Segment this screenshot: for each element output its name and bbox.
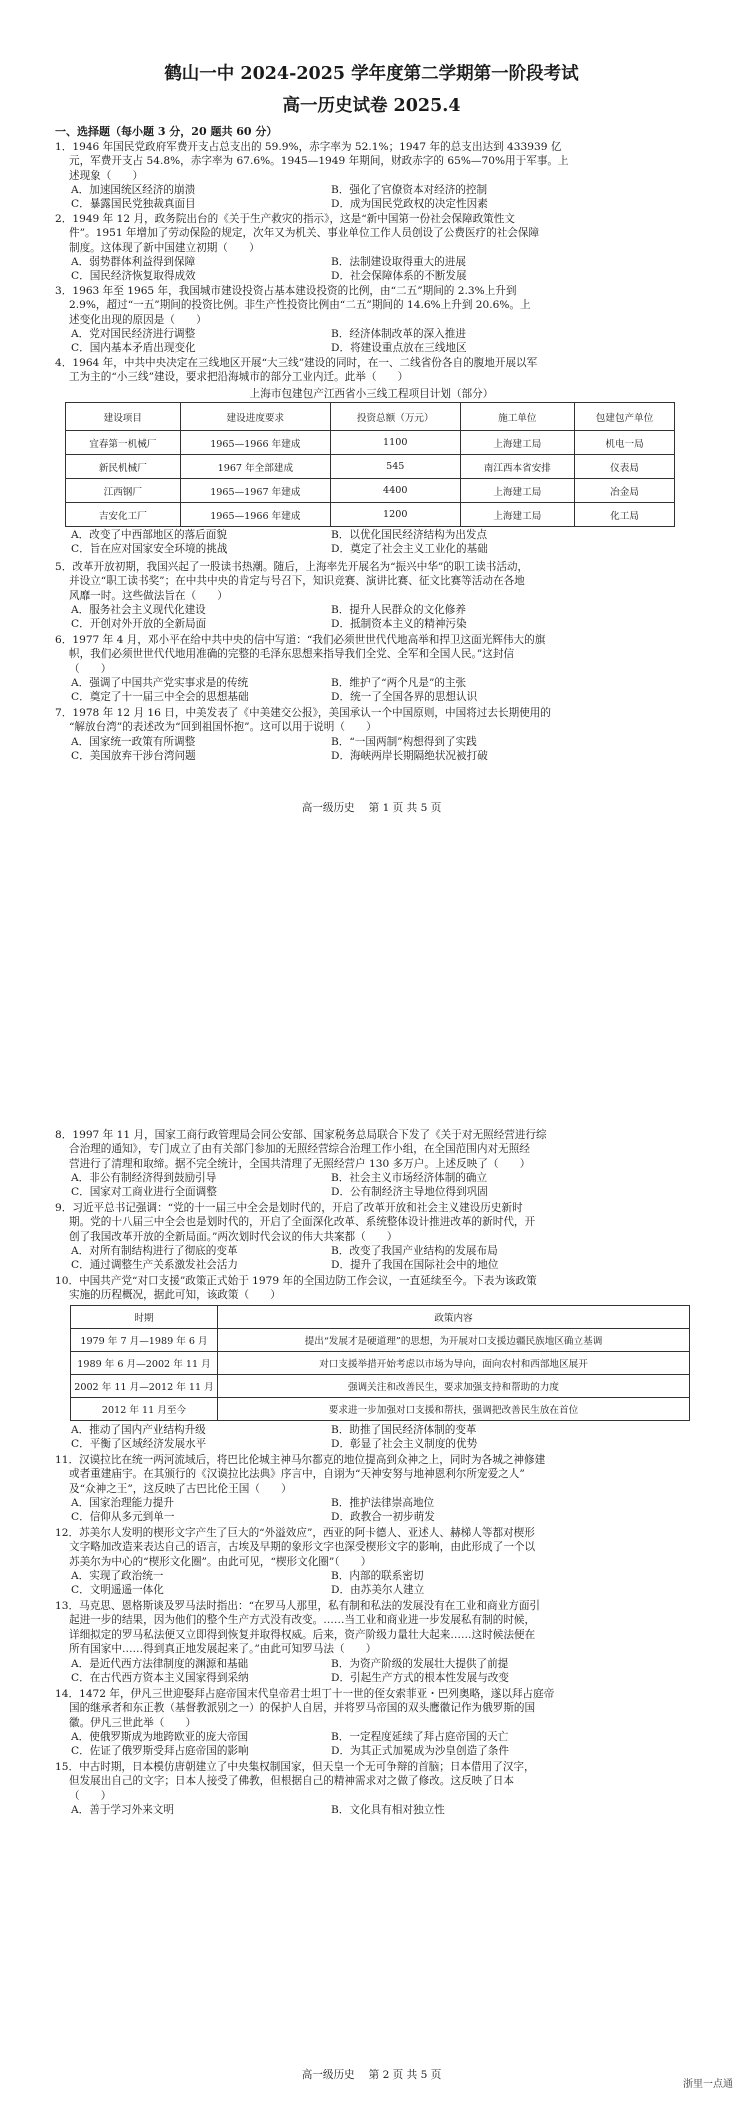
table-header: 建设进度要求 bbox=[180, 403, 330, 431]
option-d: D．统一了全国各界的思想认识 bbox=[331, 691, 478, 704]
option-a: A．使俄罗斯成为地跨欧亚的庞大帝国 bbox=[71, 1731, 249, 1743]
option-b: B．以优化国民经济结构为出发点 bbox=[331, 529, 488, 541]
question-5-options bbox=[71, 603, 691, 632]
option-d: D．由苏美尔人建立 bbox=[331, 1584, 425, 1597]
table-caption: 上海市包建包产江西省小三线工程项目计划（部分） bbox=[249, 388, 494, 400]
question-9: 9．习近平总书记强调：“党的十一届三中全会是划时代的，开启了改革开放和社会主义建设历史新时 期。党的十八届三中全会也是划时代的，开启了全面深化改革、系统整体设计推进改革的新时代，开 创了我国改革开放的全新局面。”两次划时代会议的伟大共案都（ ） bbox=[55, 1202, 536, 1243]
question-7: 7．1978 年 12 月 16 日，中美发表了《中美建交公报》，美国承认一个中国原则，中国将过去长期使用的 “解放台湾”的表述改为“回到祖国怀抱”。这可以用于说明（ ） bbox=[55, 707, 551, 734]
option-c: C．美国放弃干涉台湾问题 bbox=[71, 750, 196, 763]
question-4-options bbox=[71, 528, 691, 557]
option-a: A．是近代西方法律制度的渊源和基础 bbox=[71, 1658, 249, 1670]
option-d: D．奠定了社会主义工业化的基础 bbox=[331, 543, 488, 556]
question-11-options bbox=[71, 1496, 691, 1525]
question-7-options bbox=[71, 735, 691, 764]
question-12-options bbox=[71, 1569, 691, 1598]
option-b: B．经济体制改革的深入推进 bbox=[331, 328, 466, 340]
table-row: 2012 年 11 月至今 要求进一步加强对口支援和帮扶，强调把改善民生放在首位 bbox=[71, 1398, 690, 1421]
question-5: 5．改革开放初期，我国兴起了一股读书热潮。随后，上海率先开展名为“振兴中华”的职工读书活动， 并设立“职工读书奖”；在中共中央的肯定与号召下，知识竞赛、演讲比赛、征文比赛等活动在各地 风靡一时。这些做法旨在（ ） bbox=[55, 561, 529, 602]
project-table bbox=[65, 402, 675, 527]
option-b: B．为资产阶级的发展壮大提供了前提 bbox=[331, 1658, 509, 1670]
option-c: C．暴露国民党独裁真面目 bbox=[71, 198, 196, 211]
option-a: A．服务社会主义现代化建设 bbox=[71, 604, 206, 616]
option-a: A．推动了国内产业结构升级 bbox=[71, 1424, 206, 1436]
option-b: B．推护法律崇高地位 bbox=[331, 1497, 435, 1509]
question-14: 14．1472 年，伊凡三世迎娶拜占庭帝国末代皇帝君士坦丁十一世的侄女索菲亚・巴列奥略，遂以拜占庭帝 国的继承者和东正教（基督教派别之一）的保护人自居，并将罗马帝国的双头鹰徽记作为俄罗斯的国 徽。伊凡三世此举（ ） bbox=[55, 1688, 555, 1729]
option-b: B．社会主义市场经济体制的确立 bbox=[331, 1172, 488, 1184]
option-d: D．抵制资本主义的精神污染 bbox=[331, 618, 467, 631]
option-b: B．“一国两制”构想得到了实践 bbox=[331, 736, 477, 748]
exam-subtitle: 高一历史试卷 2025.4 bbox=[282, 96, 461, 116]
option-c: C．国民经济恢复取得成效 bbox=[71, 270, 196, 283]
option-d: D．社会保障体系的不断发展 bbox=[331, 270, 467, 283]
table-header: 包建包产单位 bbox=[575, 403, 675, 431]
question-15: 15．中古时期，日本模仿唐朝建立了中央集权制国家，但天皇一个无可争辩的首脑；日本借用了汉字， 但发展出自己的文字；日本人接受了佛教，但根据自己的精神需求对之做了修改。这反映了日本 （ ） bbox=[55, 1761, 535, 1802]
option-b: B．强化了官僚资本对经济的控制 bbox=[331, 184, 488, 196]
table-row: 吉安化工厂 1965—1966 年建成 1200 上海建工局 化工局 bbox=[66, 503, 675, 527]
question-13-options bbox=[71, 1657, 691, 1686]
table-row: 1989 年 6 月—2002 年 11 月 对口支援举措开始考虑以市场为导向，面向农村和西部地区展开 bbox=[71, 1352, 690, 1375]
option-b: B．内部的联系密切 bbox=[331, 1570, 424, 1582]
table-row: 新民机械厂 1967 年全部建成 545 南江西本省安排 仪表局 bbox=[66, 455, 675, 479]
option-a: A．国家统一政策有所调整 bbox=[71, 736, 196, 748]
option-d: D．海峡两岸长期隔绝状况被打破 bbox=[331, 750, 488, 763]
question-14-options bbox=[71, 1730, 691, 1759]
table-header: 时期 bbox=[71, 1306, 218, 1329]
option-d: D．提升了我国在国际社会中的地位 bbox=[331, 1259, 499, 1272]
table-header-row bbox=[66, 403, 675, 431]
option-c: C．信仰从多元到单一 bbox=[71, 1511, 175, 1524]
option-d: D．引起生产方式的根本性发展与改变 bbox=[331, 1672, 509, 1685]
table-row: 2002 年 11 月—2012 年 11 月 强调关注和改善民生，要求加强支持和帮助的力度 bbox=[71, 1375, 690, 1398]
option-b: B．提升人民群众的文化修养 bbox=[331, 604, 466, 616]
question-10: 10．中国共产党“对口支援”政策正式始于 1979 年的全国边防工作会议，一直延续至今。下表为该政策 实施的历程概况，据此可知，该政策（ ） bbox=[55, 1275, 537, 1302]
option-c: C．佐证了俄罗斯受拜占庭帝国的影响 bbox=[71, 1745, 249, 1758]
option-d: D．政教合一初步萌发 bbox=[331, 1511, 435, 1524]
option-b: B．法制建设取得重大的进展 bbox=[331, 256, 466, 268]
option-a: A．对所有制结构进行了彻底的变革 bbox=[71, 1245, 238, 1257]
option-d: D．为其正式加冕成为沙皇创造了条件 bbox=[331, 1745, 509, 1758]
option-b: B．一定程度延续了拜占庭帝国的天亡 bbox=[331, 1731, 509, 1743]
question-8-options bbox=[71, 1171, 691, 1200]
option-c: C．通过调整生产关系激发社会活力 bbox=[71, 1259, 239, 1272]
option-a: A．弱势群体利益得到保障 bbox=[71, 256, 196, 268]
section-heading: 一、选择题（每小题 3 分，20 题共 60 分） bbox=[55, 125, 278, 138]
question-12: 12．苏美尔人发明的楔形文字产生了巨大的“外溢效应”，西亚的阿卡德人、亚述人、赫梯人等都对楔形 文字略加改造来表达自己的语言，古埃及早期的象形文字也深受楔形文字的影响，由此形成了一个以 苏美尔为中心的“楔形文化圈”。由此可见，“楔形文化圈”（ ） bbox=[55, 1527, 536, 1568]
exam-title: 鹤山一中 2024-2025 学年度第二学期第一阶段考试 bbox=[164, 64, 579, 84]
option-d: D．成为国民党政权的决定性因素 bbox=[331, 198, 488, 211]
option-d: D．将建设重点放在三线地区 bbox=[331, 342, 467, 355]
table-row: 1979 年 7 月—1989 年 6 月 提出“发展才是硬道理”的思想，为开展对口支援边疆民族地区确立基调 bbox=[71, 1329, 690, 1352]
question-1: 1．1946 年国民党政府军费开支占总支出的 59.9%，赤字率为 52.1%；1947 年的总支出达到 433939 亿 元，军费开支占 54.8%，赤字率为 67.6%。1945—1949 年期间，财政赤字的 65%—70%用于军事。上 述现象（ ） bbox=[55, 141, 569, 182]
question-6: 6．1977 年 4 月，邓小平在给中共中央的信中写道：“我们必须世世代代地高举和捍卫这面光辉伟大的旗 帜，我们必须世世代代地用准确的完整的毛泽东思想来指导我们全党、全军和全国人民。”这封信 （ ） bbox=[55, 634, 546, 675]
option-d: D．彰显了社会主义制度的优势 bbox=[331, 1438, 478, 1451]
option-a: A．党对国民经济进行调整 bbox=[71, 328, 196, 340]
option-c: C．旨在应对国家安全环境的挑战 bbox=[71, 543, 228, 556]
question-2: 2．1949 年 12 月，政务院出台的《关于生产救灾的指示》，这是“新中国第一份社会保障政策性文 件”。1951 年增加了劳动保险的规定，次年又为机关、事业单位工作人员创设了公费医疗的社会保障 制度。这体现了新中国建立初期（ ） bbox=[55, 213, 540, 254]
question-15-options bbox=[71, 1803, 691, 1817]
option-a: A．国家治理能力提升 bbox=[71, 1497, 174, 1509]
option-a: A．善于学习外来文明 bbox=[71, 1804, 174, 1816]
option-b: B．助推了国民经济体制的变革 bbox=[331, 1424, 477, 1436]
table-header: 政策内容 bbox=[218, 1306, 690, 1329]
page-footer: 高一级历史 第 1 页 共 5 页 bbox=[301, 802, 442, 814]
question-8: 8．1997 年 11 月，国家工商行政管理局会同公安部、国家税务总局联合下发了《关于对无照经营进行综 合治理的通知》，专门成立了由有关部门参加的无照经营综合治理工作小组，在全国范围内对无照经 营进行了清理和取缔。据不完全统计，全国共清理了无照经营户 130 多万户。上述反映了（ ） bbox=[55, 1129, 547, 1170]
option-a: A．实现了政治统一 bbox=[71, 1570, 164, 1582]
page-footer: 高一级历史 第 2 页 共 5 页 bbox=[301, 2069, 442, 2081]
exam-page-1 bbox=[0, 0, 743, 1045]
watermark-text: 浙里一点通 bbox=[683, 2079, 733, 2090]
question-1-options bbox=[71, 183, 691, 212]
option-b: B．文化具有相对独立性 bbox=[331, 1804, 445, 1816]
question-11: 11．汉谟拉比在统一两河流域后，将巴比伦城主神马尔都克的地位提高到众神之上，同时为各城之神修建 或者重建庙宇。在其颁行的《汉谟拉比法典》序言中，自诩为“天神安努与地神恩利尔所宠爱之人” 及“众神之王”，这反映了古巴比伦王国（ ） bbox=[55, 1454, 546, 1495]
exam-page-2 bbox=[0, 1045, 743, 2104]
question-6-options bbox=[71, 676, 691, 705]
option-c: C．开创对外开放的全新局面 bbox=[71, 618, 207, 631]
policy-table bbox=[70, 1305, 690, 1421]
option-c: C．平衡了区域经济发展水平 bbox=[71, 1438, 207, 1451]
question-4: 4．1964 年，中共中央决定在三线地区开展“大三线”建设的同时，在一、二线省份各自的腹地开展以军 工为主的“小三线”建设，要求把沿海城市的部分工业内迁。此举（ ） bbox=[55, 357, 538, 384]
option-d: D．公有制经济主导地位得到巩固 bbox=[331, 1186, 488, 1199]
option-a: A．改变了中西部地区的落后面貌 bbox=[71, 529, 227, 541]
table-header: 施工单位 bbox=[460, 403, 575, 431]
table-header-row bbox=[71, 1306, 690, 1329]
table-row: 宜春第一机械厂 1965—1966 年建成 1100 上海建工局 机电一局 bbox=[66, 431, 675, 455]
option-c: C．文明遥遥一体化 bbox=[71, 1584, 164, 1597]
question-3-options bbox=[71, 327, 691, 356]
option-b: B．改变了我国产业结构的发展布局 bbox=[331, 1245, 498, 1257]
question-9-options bbox=[71, 1244, 691, 1273]
option-c: C．国家对工商业进行全面调整 bbox=[71, 1186, 217, 1199]
table-header: 投资总额（万元） bbox=[331, 403, 460, 431]
option-c: C．奠定了十一届三中全会的思想基础 bbox=[71, 691, 249, 704]
question-10-options bbox=[71, 1423, 691, 1452]
option-a: A．强调了中国共产党实事求是的传统 bbox=[71, 677, 249, 689]
question-3: 3．1963 年至 1965 年，我国城市建设投资占基本建设投资的比例，由“二五”期间的 2.3%上升到 2.9%，超过“一五”期间的投资比例。非生产性投资比例由“二五”期间的 14.6%上升到 20.6%。上 述变化出现的原因是（ ） bbox=[55, 285, 531, 326]
table-row: 江西钢厂 1965—1967 年建成 4400 上海建工局 冶金局 bbox=[66, 479, 675, 503]
option-b: B．维护了“两个凡是”的主张 bbox=[331, 677, 467, 689]
option-c: C．在古代西方资本主义国家得到采纳 bbox=[71, 1672, 249, 1685]
question-2-options bbox=[71, 255, 691, 284]
option-a: A．非公有制经济得到鼓励引导 bbox=[71, 1172, 217, 1184]
option-a: A．加速国统区经济的崩溃 bbox=[71, 184, 196, 196]
option-c: C．国内基本矛盾出现变化 bbox=[71, 342, 196, 355]
table-header: 建设项目 bbox=[66, 403, 181, 431]
question-13: 13．马克思、恩格斯谈及罗马法时指出：“在罗马人那里，私有制和私法的发展没有在工业和商业方面引 起进一步的结果，因为他们的整个生产方式没有改变。……当工业和商业进一步发展私有制的时候， 详细拟定的罗马私法便又立即得到恢复并取得权威。后来，资产阶级力量壮大起来……这时候法便在 所有国家中……得到真正地发展起来了。”由此可知罗马法（ ） bbox=[55, 1600, 541, 1655]
